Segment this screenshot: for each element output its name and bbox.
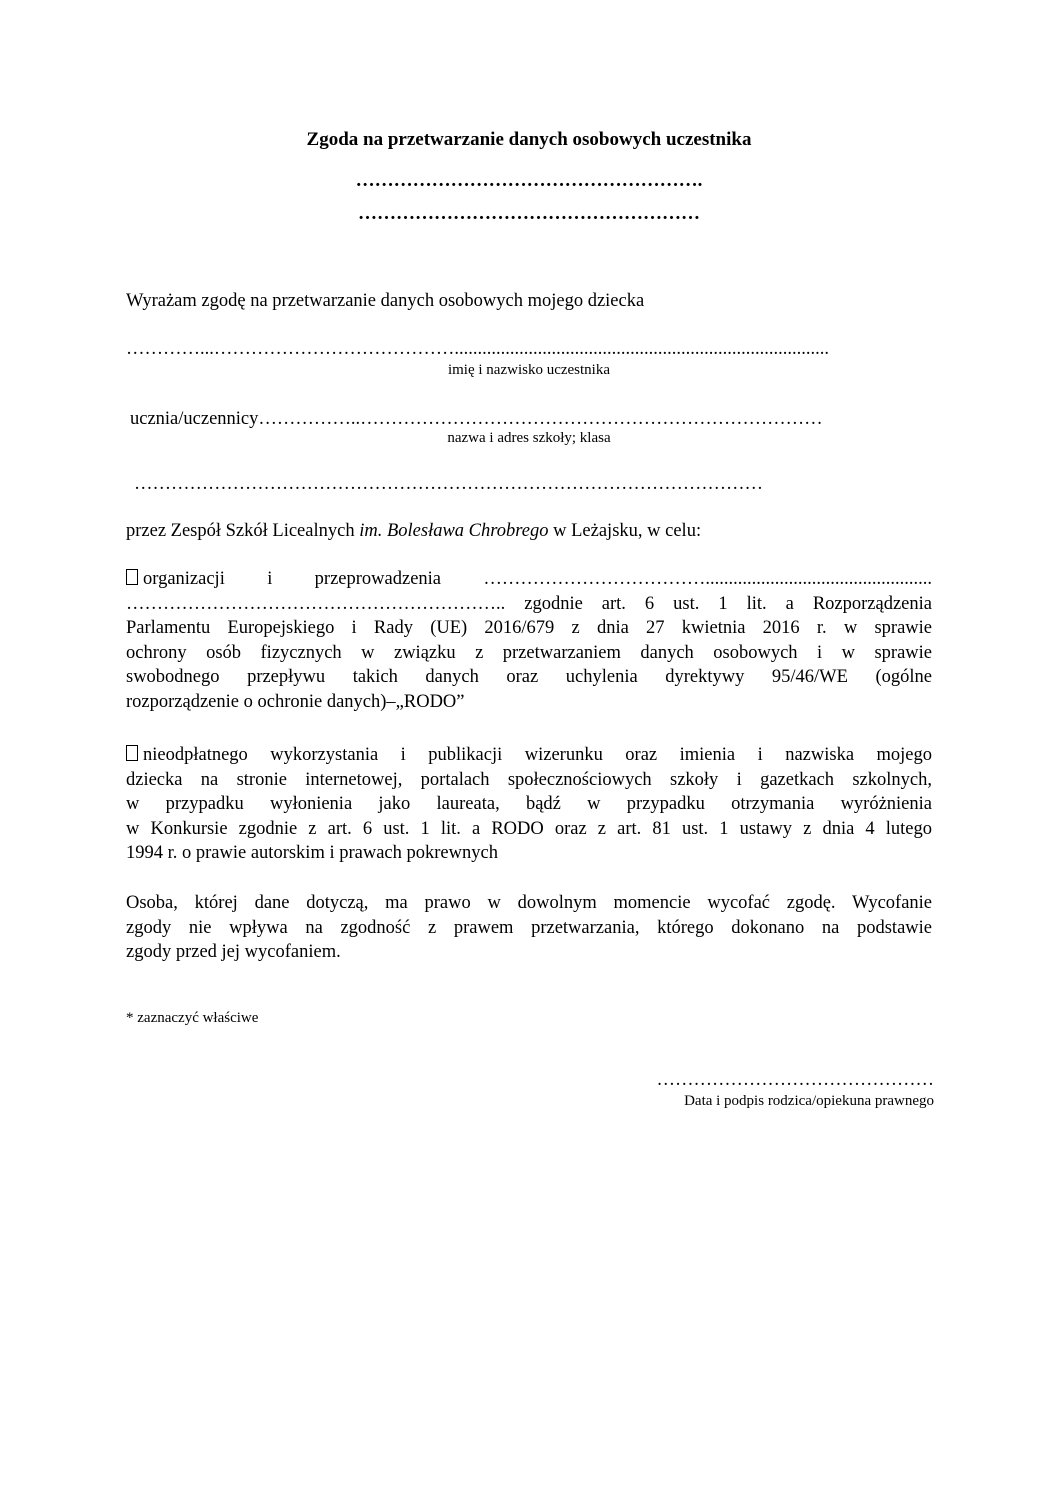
school-field[interactable]: ……………..………………………………………………………………… [258, 409, 823, 429]
option-line: swobodnego przepływu takich danych oraz uchylenia dyrektywy 95/46/WE (ogólne [126, 667, 932, 687]
school-caption: nazwa i adres szkoły; klasa [447, 430, 611, 446]
option-line: organizacji i przeprowadzenia ………………………………................................................. [126, 567, 932, 592]
option-organization [126, 567, 932, 714]
option-line: …………………………………………………….. zgodnie art. 6 ust. 1 lit. a Rozporządzenia [126, 593, 932, 614]
title-placeholder-dots-2: ……………………………………………… [358, 203, 700, 224]
extra-field[interactable]: ………………………………………………………………………………………… [134, 474, 763, 494]
school-label: ucznia/uczennicy [130, 409, 259, 429]
purpose-prefix: przez Zespół Szkół Licealnych [126, 521, 360, 541]
footnote: * zaznaczyć właściwe [126, 1010, 259, 1026]
student-name-field[interactable]: …………...…………………………………................................................................................. [126, 339, 829, 359]
notice-line: Osoba, której dane dotyczą, ma prawo w dowolnym momencie wycofać zgodę. Wycofanie [126, 893, 932, 913]
school-patron: im. Bolesława Chrobrego [359, 521, 549, 541]
intro-text: Wyrażam zgodę na przetwarzanie danych osobowych mojego dziecka [126, 291, 645, 311]
purpose-text [126, 521, 701, 542]
option-line: w przypadku wyłonienia jako laureata, bądź w przypadku otrzymania wyróżnienia [126, 794, 932, 814]
withdrawal-notice [126, 891, 932, 965]
student-name-caption: imię i nazwisko uczestnika [447, 362, 611, 378]
option-line: Parlamentu Europejskiego i Rady (UE) 2016/679 z dnia 27 kwietnia 2016 r. w sprawie [126, 618, 932, 638]
option-line: ochrony osób fizycznych w związku z przetwarzaniem danych osobowych i w sprawie [126, 642, 932, 663]
notice-line: zgody przed jej wycofaniem. [126, 942, 341, 962]
option-line: rozporządzenie o ochronie danych)–„RODO” [126, 691, 465, 712]
notice-line: zgody nie wpływa na zgodność z prawem przetwarzania, którego dokonano na podstawie [126, 917, 932, 938]
document-title: Zgoda na przetwarzanie danych osobowych uczestnika [306, 129, 752, 150]
title-placeholder-dots-1: ………………………………………………. [355, 170, 703, 191]
school-row [130, 409, 823, 430]
signature-field[interactable]: ……………………………………… [656, 1070, 934, 1090]
purpose-suffix: w Leżajsku, w celu: [548, 521, 702, 541]
option-line: nieodpłatnego wykorzystania i publikacji wizerunku oraz imienia i nazwiska mojego [126, 743, 932, 768]
option-line: dziecka na stronie internetowej, portalach społecznościowych szkoły i gazetkach szkolnych, [126, 769, 932, 790]
checkbox-icon[interactable] [126, 745, 138, 761]
option-line: 1994 r. o prawie autorskim i prawach pokrewnych [126, 843, 498, 863]
signature-caption: Data i podpis rodzica/opiekuna prawnego [684, 1093, 934, 1109]
option-image-publication [126, 743, 932, 866]
option-line: w Konkursie zgodnie z art. 6 ust. 1 lit. a RODO oraz z art. 81 ust. 1 ustawy z dnia 4 lutego [126, 818, 932, 839]
checkbox-icon[interactable] [126, 569, 138, 585]
